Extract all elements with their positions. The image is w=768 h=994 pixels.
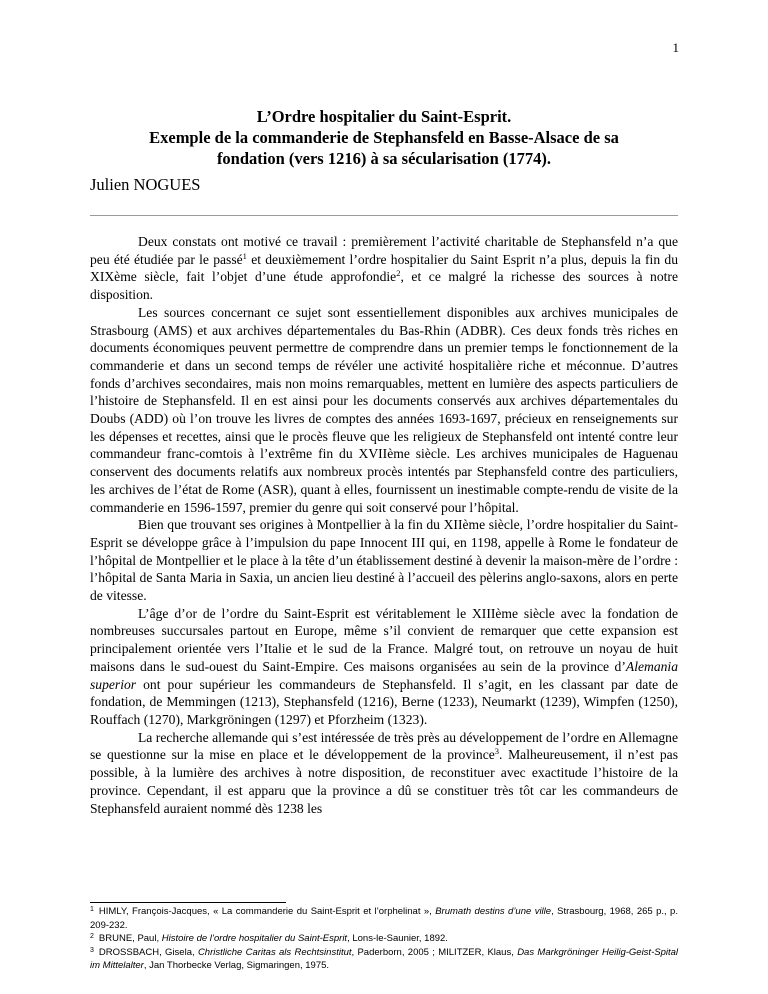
title-line-2: Exemple de la commanderie de Stephansfeld en Basse-Alsace de sa <box>149 128 619 147</box>
paragraph-5: La recherche allemande qui s’est intéressée de très près au développement de l’ordre en Allemagne se questionne sur la mise en place et le développement de la province$^3$. Malheureusement, il n’est pas possible, à la lumière des archives à notre disposition, de reconstituer avec exactitude l’histoire de la province. Cependant, il est apparu que la province a dû se constituer très tôt car les commandeurs de Stephansfeld auraient nommé dès 1238 les <box>90 729 678 816</box>
footnote-ref-3[interactable]: 3 <box>494 746 500 757</box>
footnote-ref-2[interactable]: 2 <box>396 268 401 279</box>
footnote-ref-1[interactable]: 1 <box>242 250 247 261</box>
paragraph-2: Les sources concernant ce sujet sont essentiellement disponibles aux archives municipales de Strasbourg (AMS) et aux archives départementales du Bas-Rhin (ADBR). Ces deux fonds très riches en documents économiques peuvent permettre de comprendre dans un premier temps le fonctionnement de la commanderie et dans un second temps de révéler une activité hospitalière riche et méconnue. D’autres fonds d’archives secondaires, mais non moins remarquables, mettent en lumière des aspects particuliers de l’histoire de Stephansfeld. Il en est ainsi pour les documents conservés aux archives départementales du Doubs (ADD) où l’on trouve les livres de comptes des années 1693-1697, précieux en renseignements sur les dépenses et recettes, ainsi que le procès fleuve que les religieux de Stephansfeld ont intenté contre leur commandeur franc-comtois à l’extrême fin du XVIIème siècle. Les archives municipales de Haguenau conservent des documents relatifs aux nombreux procès intentés par Stephansfeld contre des particuliers, les archives de l’état de Rome (ASR), quant à elles, fournissent un inestimable compte-rendu de visite de la commanderie en 1596-1597, premier du genre qui soit conservé pour l’hôpital. <box>90 304 678 515</box>
title-line-1: L’Ordre hospitalier du Saint-Esprit. <box>256 107 512 126</box>
footnote-2: $^2$ BRUNE, Paul, Histoire de l’ordre hospitalier du Saint-Esprit, Lons-le-Saunier, 1892. <box>90 933 448 944</box>
author-name: Julien NOGUES <box>90 175 201 194</box>
footnote-separator <box>90 902 286 903</box>
paragraph-4: L’âge d’or de l’ordre du Saint-Esprit est véritablement le XIIIème siècle avec la fondation de nombreuses succursales partout en Europe, même s’il convient de remarquer que cette expansion est principalement orientée vers l’Italie et le sud de la France. Malgré tout, on retrouve un noyau de huit maisons dans le sud-ouest du Saint-Empire. Ces maisons organisées au sein de la province d’Alemania superior ont pour supérieur les commandeurs de Stephansfeld. Il s’agit, en les classant par date de fondation, de Memmingen (1213), Stephansfeld (1216), Berne (1233), Neumarkt (1239), Wimpfen (1250), Rouffach (1270), Markgröningen (1297) et Pforzheim (1323). <box>90 605 678 727</box>
page-number: 1 <box>672 40 679 55</box>
document-title <box>90 106 678 169</box>
footnote-3: $^3$ DROSSBACH, Gisela, Christliche Caritas als Rechtsinstitut, Paderborn, 2005 ; MILITZER, Klaus, Das Markgröninger Heilig-Geist-Spital im Mittelalter, Jan Thorbecke Verlag, Sigmaringen, 1975. <box>90 946 678 971</box>
body-text <box>90 233 678 817</box>
footnotes <box>90 905 678 973</box>
title-divider <box>90 215 678 216</box>
paragraph-3: Bien que trouvant ses origines à Montpellier à la fin du XIIème siècle, l’ordre hospitalier du Saint-Esprit se développe grâce à l’impulsion du pape Innocent III qui, en 1198, appelle à Rome le fondateur de l’hôpital de Montpellier et le place à la tête d’un établissement destiné à devenir la maison-mère de l’ordre : l’hôpital de Santa Maria in Saxia, un ancien lieu destiné à l’accueil des pèlerins anglo-saxons, alors en perte de vitesse. <box>90 517 678 604</box>
footnote-1: $^1$ HIMLY, François-Jacques, « La commanderie du Saint-Esprit et l’orphelinat », Brumath destins d’une ville, Strasbourg, 1968, 265 p., p. 209-232. <box>90 906 678 931</box>
paragraph-1: Deux constats ont motivé ce travail : premièrement l’activité charitable de Stephansfeld n’a que peu été étudiée par le passé$^1$ et deuxièmement l’ordre hospitalier du Saint Esprit n’a plus, depuis la fin du XIXème siècle, fait l’objet d’une étude approfondie$^2$, et ce malgré la richesse des sources à notre disposition. <box>90 234 678 303</box>
province-name: Alemania superior <box>90 658 678 692</box>
title-line-3: fondation (vers 1216) à sa sécularisation (1774). <box>216 149 552 168</box>
